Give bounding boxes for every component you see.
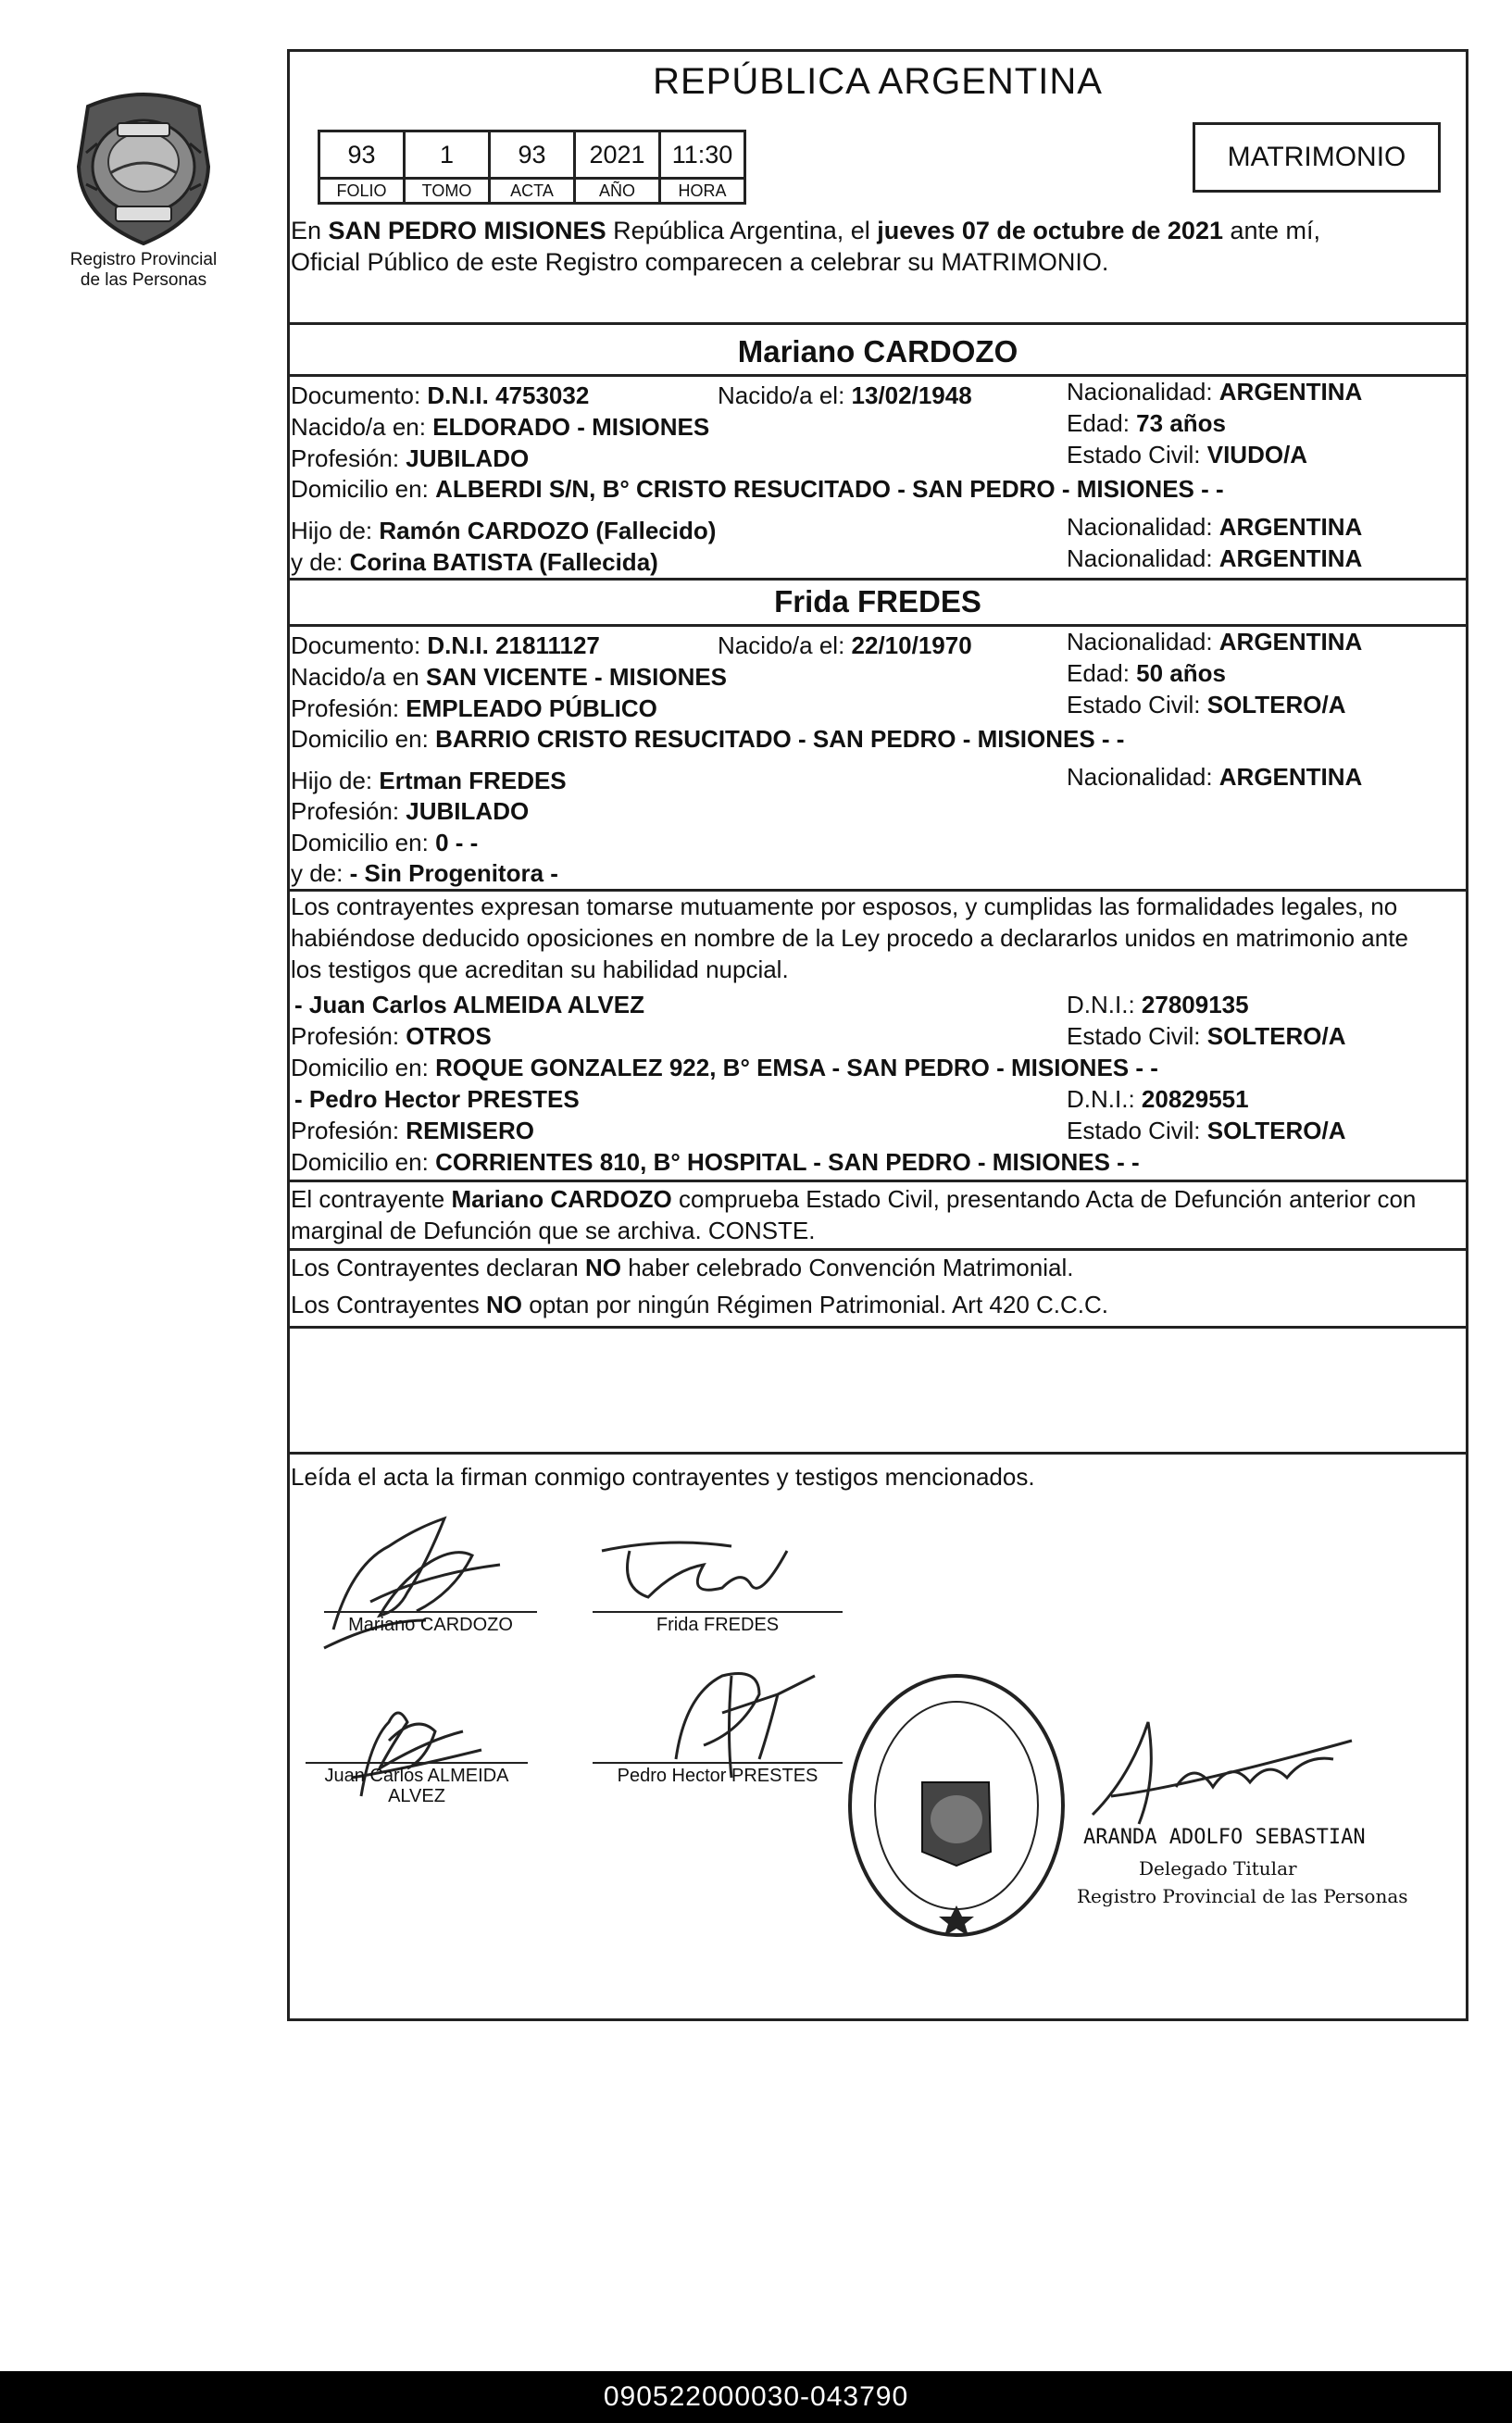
spouse2-birthdate: Nacido/a el: 22/10/1970 <box>718 631 972 659</box>
spouse1-nationality: Nacionalidad: ARGENTINA <box>1067 378 1363 406</box>
signature-name-frida: Frida FREDES <box>656 1615 780 1635</box>
witness1-profession: Profesión: OTROS <box>291 1022 492 1050</box>
convention-note: Los Contrayentes declaran NO haber celebrado Convención Matrimonial. <box>291 1254 1074 1281</box>
tomo-label: TOMO <box>405 179 490 204</box>
intro-line1: En SAN PEDRO MISIONES República Argentina, el jueves 07 de octubre de 2021 ante mí, <box>291 217 1321 244</box>
folio-label: FOLIO <box>319 179 405 204</box>
spouse2-civil-status: Estado Civil: SOLTERO/A <box>1067 691 1346 718</box>
signature-line <box>593 1762 843 1764</box>
signature-frida-fredes-icon <box>593 1532 806 1616</box>
registry-caption-line2: de las Personas <box>80 270 207 290</box>
hora-label: HORA <box>660 179 745 204</box>
divider <box>287 322 1468 325</box>
signature-name-juan-carlos: Juan Carlos ALMEIDA ALVEZ <box>324 1766 509 1806</box>
spouse1-father: Hijo de: Ramón CARDOZO (Fallecido) <box>291 517 717 544</box>
spouse1-name: Mariano CARDOZO <box>737 334 1018 368</box>
acta-value: 93 <box>490 131 575 179</box>
divider <box>287 1452 1468 1455</box>
witness1-civil-status: Estado Civil: SOLTERO/A <box>1067 1022 1346 1050</box>
regime-note: Los Contrayentes NO optan por ningún Régimen Patrimonial. Art 420 C.C.C. <box>291 1291 1109 1318</box>
spouse1-father-nationality: Nacionalidad: ARGENTINA <box>1067 513 1363 541</box>
divider <box>287 1248 1468 1251</box>
signature-line <box>324 1611 537 1613</box>
document-code-bar: 090522000030-043790 <box>0 2371 1512 2423</box>
signature-line <box>306 1762 528 1764</box>
civil-status-note-line1: El contrayente Mariano CARDOZO comprueba Estado Civil, presentando Acta de Defunción anterior con <box>291 1185 1417 1213</box>
civil-status-note-line2: marginal de Defunción que se archiva. CONSTE. <box>291 1217 816 1244</box>
divider <box>287 578 1468 581</box>
witness2-civil-status: Estado Civil: SOLTERO/A <box>1067 1117 1346 1144</box>
spouse1-mother-nationality: Nacionalidad: ARGENTINA <box>1067 544 1363 572</box>
spouse1-profession: Profesión: JUBILADO <box>291 444 530 472</box>
divider <box>287 1180 1468 1182</box>
signature-intro: Leída el acta la firman conmigo contrayentes y testigos mencionados. <box>291 1463 1035 1491</box>
declaration-line1: Los contrayentes expresan tomarse mutuamente por esposos, y cumplidas las formalidades legales, no <box>291 893 1398 920</box>
official-role: Delegado Titular <box>1139 1857 1297 1880</box>
spouse1-birthdate: Nacido/a el: 13/02/1948 <box>718 381 972 409</box>
spouse2-profession: Profesión: EMPLEADO PÚBLICO <box>291 694 657 722</box>
signature-line <box>593 1611 843 1613</box>
spouse2-document: Documento: D.N.I. 21811127 <box>291 631 600 659</box>
signature-official-icon <box>1074 1704 1370 1842</box>
witness1-name: - Juan Carlos ALMEIDA ALVEZ <box>294 991 644 1018</box>
registry-logo <box>56 88 231 291</box>
declaration-line3: los testigos que acreditan su habilidad nupcial. <box>291 955 789 983</box>
registry-number-grid <box>318 130 746 205</box>
tomo-value: 1 <box>405 131 490 179</box>
spouse2-name: Frida FREDES <box>774 584 981 618</box>
registry-caption-line1: Registro Provincial <box>69 250 218 269</box>
province-seal-icon <box>69 88 218 245</box>
official-name: ARANDA ADOLFO SEBASTIAN <box>1083 1826 1366 1849</box>
witness1-dni: D.N.I.: 27809135 <box>1067 991 1249 1018</box>
act-kind-box: MATRIMONIO <box>1193 122 1441 193</box>
folio-value: 93 <box>319 131 405 179</box>
intro-line2: Oficial Público de este Registro comparecen a celebrar su MATRIMONIO. <box>291 248 1109 276</box>
anio-value: 2021 <box>575 131 660 179</box>
spouse1-civil-status: Estado Civil: VIUDO/A <box>1067 441 1308 468</box>
witness2-profession: Profesión: REMISERO <box>291 1117 534 1144</box>
spouse1-age: Edad: 73 años <box>1067 409 1226 437</box>
spouse2-father-profession: Profesión: JUBILADO <box>291 797 530 825</box>
spouse2-father-address: Domicilio en: 0 - - <box>291 829 479 856</box>
declaration-line2: habiéndose deducido oposiciones en nombre de la Ley procedo a declararlos unidos en matrimonio ante <box>291 924 1408 952</box>
spouse2-birthplace: Nacido/a en SAN VICENTE - MISIONES <box>291 663 728 691</box>
spouse1-address: Domicilio en: ALBERDI S/N, B° CRISTO RESUCITADO - SAN PEDRO - MISIONES - - <box>291 475 1224 503</box>
acta-label: ACTA <box>490 179 575 204</box>
anio-label: AÑO <box>575 179 660 204</box>
spouse2-nationality: Nacionalidad: ARGENTINA <box>1067 628 1363 656</box>
witness1-address: Domicilio en: ROQUE GONZALEZ 922, B° EMSA - SAN PEDRO - MISIONES - - <box>291 1054 1158 1081</box>
witness2-dni: D.N.I.: 20829551 <box>1067 1085 1249 1113</box>
spouse1-document: Documento: D.N.I. 4753032 <box>291 381 590 409</box>
hora-value: 11:30 <box>660 131 745 179</box>
spouse2-father: Hijo de: Ertman FREDES <box>291 767 567 794</box>
divider <box>287 1326 1468 1329</box>
official-office: Registro Provincial de las Personas <box>1077 1885 1408 1907</box>
spouse2-address: Domicilio en: BARRIO CRISTO RESUCITADO - SAN PEDRO - MISIONES - - <box>291 725 1125 753</box>
page-title: REPÚBLICA ARGENTINA <box>653 61 1103 102</box>
witness2-address: Domicilio en: CORRIENTES 810, B° HOSPITAL - SAN PEDRO - MISIONES - - <box>291 1148 1140 1176</box>
spouse1-birthplace: Nacido/a en: ELDORADO - MISIONES <box>291 413 710 441</box>
spouse1-mother: y de: Corina BATISTA (Fallecida) <box>291 548 658 576</box>
spouse2-mother: y de: - Sin Progenitora - <box>291 859 558 887</box>
signature-name-mariano: Mariano CARDOZO <box>348 1615 513 1635</box>
registry-caption <box>56 250 231 291</box>
witness2-name: - Pedro Hector PRESTES <box>294 1085 580 1113</box>
registry-stamp-icon <box>841 1667 1072 1944</box>
spouse2-age: Edad: 50 años <box>1067 659 1226 687</box>
spouse2-father-nationality: Nacionalidad: ARGENTINA <box>1067 763 1363 791</box>
signature-name-pedro: Pedro Hector PRESTES <box>617 1766 818 1786</box>
